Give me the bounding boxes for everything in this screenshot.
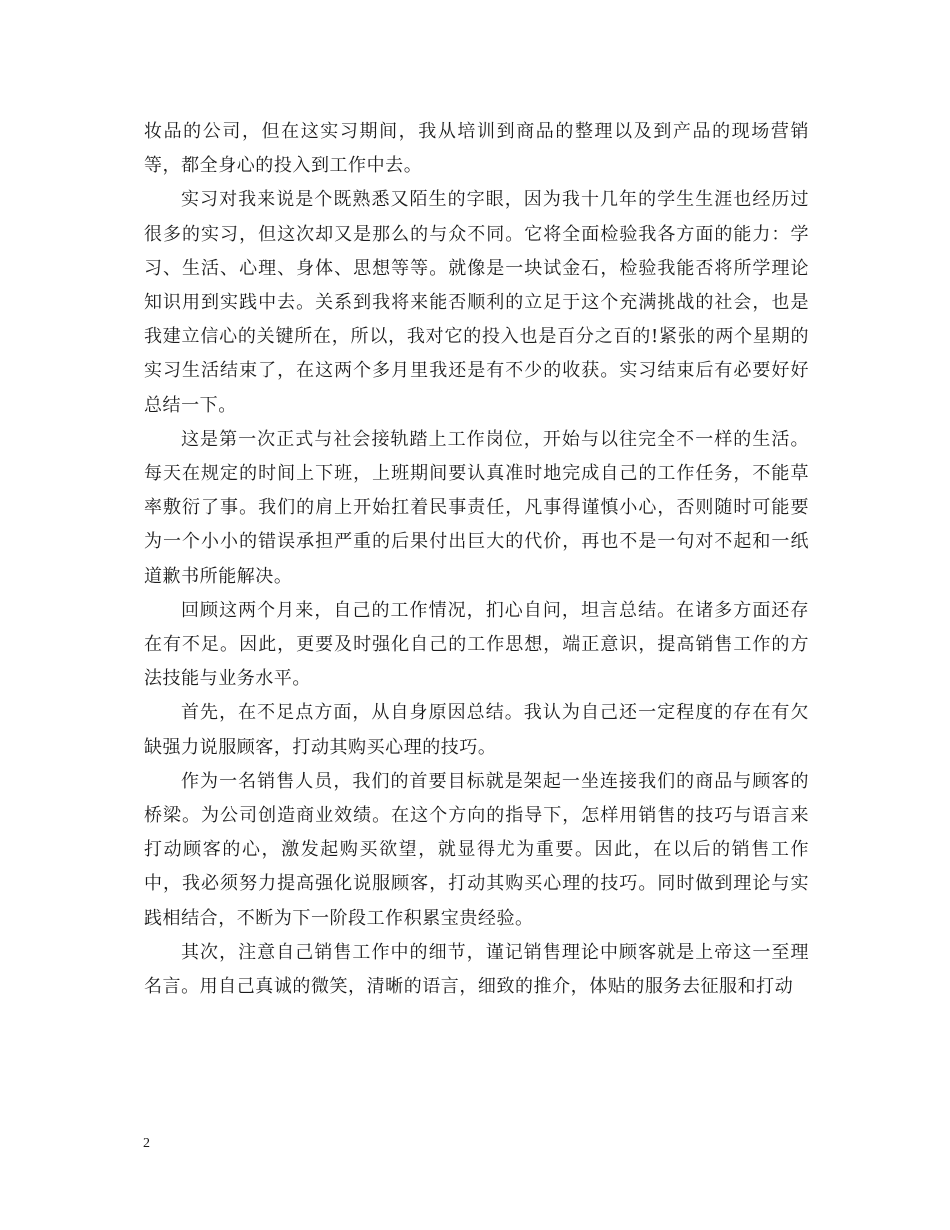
paragraph-5: 首先，在不足点方面，从自身原因总结。我认为自己还一定程度的存在有欠缺强力说服顾客，打动其购买心理的技巧。: [144, 702, 809, 758]
document-body: [144, 115, 809, 1004]
paragraph-6: 作为一名销售人员，我们的首要目标就是架起一坐连接我们的商品与顾客的桥梁。为公司创造商业效绩。在这个方向的指导下，怎样用销售的技巧与语言来打动顾客的心，激发起购买欲望，就显得尤为重要。因此，在以后的销售工作中，我必须努力提高强化说服顾客，打动其购买心理的技巧。同时做到理论与实践相结合，不断为下一阶段工作积累宝贵经验。: [144, 770, 809, 929]
paragraph-3: 这是第一次正式与社会接轨踏上工作岗位，开始与以往完全不一样的生活。每天在规定的时间上下班，上班期间要认真准时地完成自己的工作任务，不能草率敷衍了事。我们的肩上开始扛着民事责任，凡事得谨慎小心，否则随时可能要为一个小小的错误承担严重的后果付出巨大的代价，再也不是一句对不起和一纸道歉书所能解决。: [144, 428, 809, 587]
paragraph-7: 其次，注意自己销售工作中的细节，谨记销售理论中顾客就是上帝这一至理名言。用自己真诚的微笑，清晰的语言，细致的推介，体贴的服务去征服和打动: [144, 941, 809, 998]
page-number: 2: [143, 1136, 150, 1151]
paragraph-1: 妆品的公司，但在这实习期间，我从培训到商品的整理以及到产品的现场营销等，都全身心的投入到工作中去。: [144, 121, 809, 177]
paragraph-2: 实习对我来说是个既熟悉又陌生的字眼，因为我十几年的学生生涯也经历过很多的实习，但这次却又是那么的与众不同。它将全面检验我各方面的能力：学习、生活、心理、身体、思想等等。就像是一块试金石，检验我能否将所学理论知识用到实践中去。关系到我将来能否顺利的立足于这个充满挑战的社会，也是我建立信心的关键所在，所以，我对它的投入也是百分之百的!紧张的两个星期的实习生活结束了，在这两个多月里我还是有不少的收获。实习结束后有必要好好总结一下。: [144, 189, 809, 416]
paragraph-4: 回顾这两个月来，自己的工作情况，扪心自问，坦言总结。在诸多方面还存在有不足。因此，更要及时强化自己的工作思想，端正意识，提高销售工作的方法技能与业务水平。: [144, 599, 809, 690]
